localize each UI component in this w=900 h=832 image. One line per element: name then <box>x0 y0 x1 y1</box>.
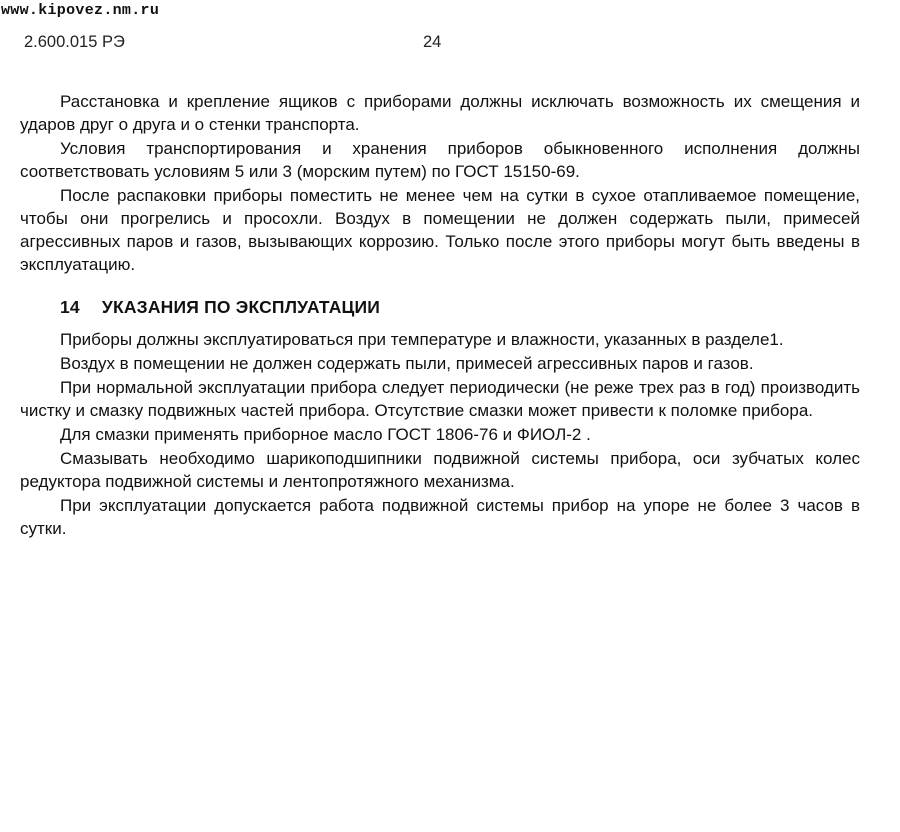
paragraph-maintenance: При нормальной эксплуатации прибора следует периодически (не реже трех раз в год) производить чистку и смазку подвижных частей прибора. Отсутствие смазки может привести к поломке прибора. <box>20 378 860 420</box>
section-title: УКАЗАНИЯ ПО ЭКСПЛУАТАЦИИ <box>101 297 381 317</box>
paragraph-lubricant: Для смазки применять приборное масло ГОСТ 1806-76 и ФИОЛ-2 . <box>60 425 591 444</box>
paragraph-stop-limit: При эксплуатации допускается работа подвижной системы прибор на упоре не более 3 часов в сутки. <box>20 496 860 538</box>
section-heading <box>60 296 860 319</box>
paragraph-temperature: Приборы должны эксплуатироваться при температуре и влажности, указанных в разделе1. <box>60 330 784 349</box>
site-url: www.kipovez.nm.ru <box>1 2 160 19</box>
paragraph-transport-conditions: Условия транспортирования и хранения приборов обыкновенного исполнения должны соответствовать условиям 5 или 3 (морским путем) по ГОСТ 15150-69. <box>20 139 860 181</box>
paragraph-air: Воздух в помещении не должен содержать пыли, примесей агрессивных паров и газов. <box>60 354 754 373</box>
paragraph-packing: Расстановка и крепление ящиков с приборами должны исключать возможность их смещения и ударов друг о друга и о стенки транспорта. <box>20 92 860 134</box>
paragraph-lubrication-points: Смазывать необходимо шарикоподшипники подвижной системы прибора, оси зубчатых колес редуктора подвижной системы и лентопротяжного механизма. <box>20 449 860 491</box>
document-code: 2.600.015 РЭ <box>24 33 125 51</box>
section-number: 14 <box>60 297 80 317</box>
page-content <box>20 90 860 540</box>
page-number: 24 <box>423 33 442 51</box>
paragraph-unpacking: После распаковки приборы поместить не менее чем на сутки в сухое отапливаемое помещение, чтобы они прогрелись и просохли. Воздух в помещении не должен содержать пыли, примесей агрессивных паров и газов, вызывающих коррозию. Только после этого приборы могут быть введены в эксплуатацию. <box>20 186 860 274</box>
